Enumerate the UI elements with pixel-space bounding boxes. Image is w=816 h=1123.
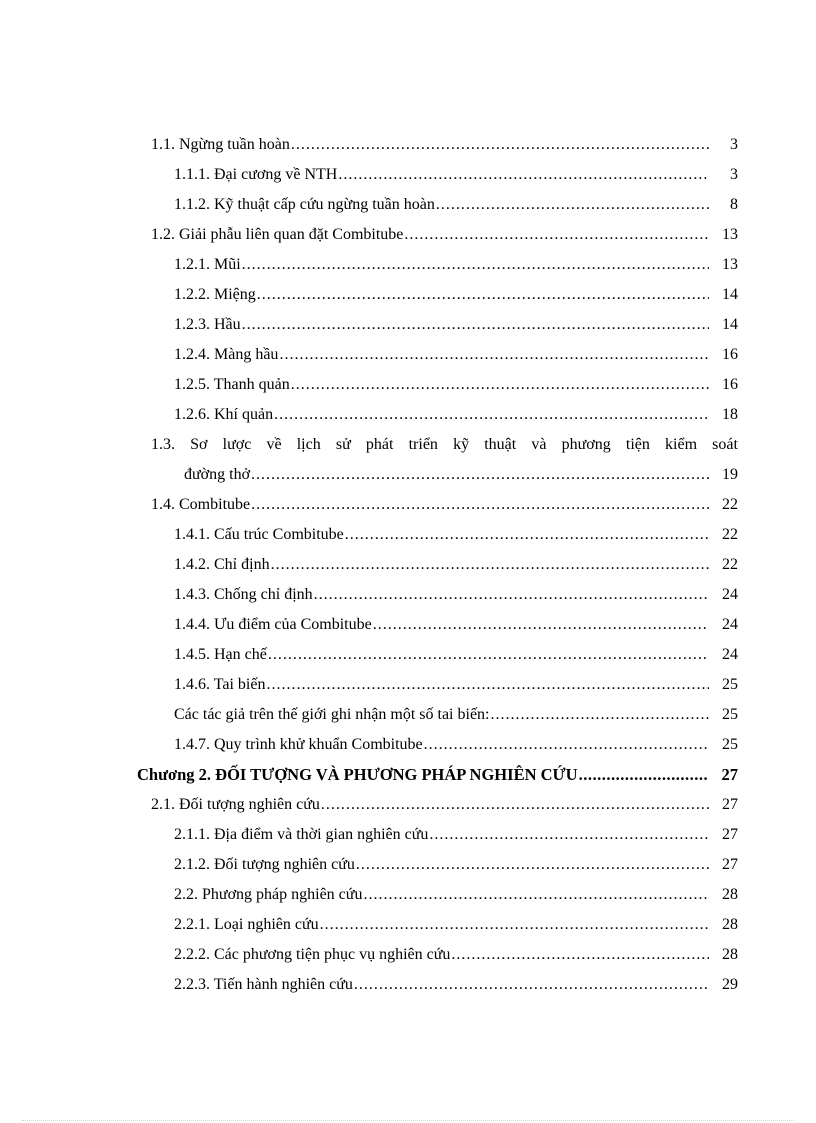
toc-leader-dots	[266, 670, 709, 700]
toc-leader-dots	[579, 760, 709, 790]
toc-entry-label: 1.2. Giải phẫu liên quan đặt Combitube	[151, 226, 404, 243]
toc-entry-label: 2.2.2. Các phương tiện phục vụ nghiên cứu	[174, 946, 451, 963]
toc-entry-label: 1.4.5. Hạn chế	[174, 646, 267, 663]
toc-entry-label: 1.1. Ngừng tuần hoàn	[151, 136, 290, 153]
toc-entry-word: thuật	[484, 436, 517, 453]
toc-entry-word: soát	[712, 436, 738, 453]
toc-entry-word: và	[531, 436, 547, 453]
toc-entry-page: 27	[722, 826, 738, 843]
toc-leader-dots	[451, 940, 709, 970]
toc-entry-word: kiểm	[665, 436, 698, 453]
toc-leader-dots	[271, 550, 709, 580]
toc-leader-dots	[363, 880, 709, 910]
toc-group-chapter-1-b	[0, 490, 816, 1000]
toc-entry-page: 22	[722, 526, 738, 543]
toc-entry[interactable]	[0, 160, 816, 190]
toc-entry-page: 24	[722, 586, 738, 603]
toc-entry-label: 2.2. Phương pháp nghiên cứu	[174, 886, 363, 903]
toc-entry[interactable]	[0, 340, 816, 370]
toc-leader-dots	[404, 220, 709, 250]
toc-entry-page: 14	[722, 286, 738, 303]
toc-entry-word: lược	[222, 436, 252, 453]
toc-entry[interactable]	[0, 970, 816, 1000]
toc-entry-page: 24	[722, 616, 738, 633]
toc-entry-label: 1.4.1. Cấu trúc Combitube	[174, 526, 344, 543]
toc-entry-label: đường thở	[184, 466, 251, 483]
toc-entry[interactable]	[0, 280, 816, 310]
toc-entry-label: Chương 2. ĐỐI TƯỢNG VÀ PHƯƠNG PHÁP NGHIÊN CỨU	[137, 765, 578, 784]
toc-entry[interactable]	[0, 790, 816, 820]
toc-entry[interactable]	[0, 940, 816, 970]
toc-entry[interactable]	[0, 580, 816, 610]
toc-entry[interactable]	[0, 850, 816, 880]
toc-entry-page: 28	[722, 916, 738, 933]
toc-entry[interactable]	[0, 250, 816, 280]
toc-entry-label: 1.4. Combitube	[151, 496, 251, 513]
toc-entry[interactable]	[0, 370, 816, 400]
toc-leader-dots	[242, 310, 709, 340]
toc-entry-word: lịch	[296, 436, 321, 453]
toc-entry-label: 2.2.1. Loại nghiên cứu	[174, 916, 319, 933]
toc-leader-dots	[354, 970, 709, 1000]
toc-leader-dots	[429, 820, 709, 850]
toc-entry-page: 3	[730, 166, 738, 183]
toc-leader-dots	[321, 790, 709, 820]
toc-leader-dots	[279, 340, 709, 370]
toc-entry-page: 13	[722, 226, 738, 243]
toc-entry[interactable]	[0, 550, 816, 580]
toc-entry-page: 24	[722, 646, 738, 663]
toc-entry[interactable]	[0, 190, 816, 220]
toc-leader-dots	[257, 280, 709, 310]
toc-leader-dots	[242, 250, 709, 280]
toc-leader-dots	[274, 400, 709, 430]
toc-entry-word: Sơ	[190, 436, 208, 453]
toc-entry-label: 1.4.3. Chống chỉ định	[174, 586, 313, 603]
toc-entry-page: 28	[722, 886, 738, 903]
toc-entry-page: 25	[722, 676, 738, 693]
toc-entry-word: triển	[408, 436, 438, 453]
toc-leader-dots	[436, 190, 709, 220]
toc-entry[interactable]	[0, 220, 816, 250]
toc-entry-page: 27	[722, 796, 738, 813]
toc-leader-dots	[251, 460, 709, 490]
toc-entry-word: tiện	[625, 436, 650, 453]
toc-entry-label: 1.2.5. Thanh quản	[174, 376, 290, 393]
toc-entry-label: Các tác giả trên thế giới ghi nhận một số tai biến:	[174, 706, 490, 723]
toc-leader-dots	[320, 910, 709, 940]
page-bottom-rule	[22, 1120, 794, 1121]
toc-entry[interactable]	[0, 520, 816, 550]
toc-entry-page: 3	[730, 136, 738, 153]
toc-entry-label: 2.2.3. Tiến hành nghiên cứu	[174, 976, 353, 993]
toc-leader-dots	[251, 490, 709, 520]
toc-entry-label: 1.1.1. Đại cương về NTH	[174, 166, 338, 183]
toc-entry[interactable]	[0, 670, 816, 700]
toc-entry-page: 28	[722, 946, 738, 963]
toc-entry[interactable]	[0, 400, 816, 430]
toc-entry-page: 18	[722, 406, 738, 423]
toc-entry-page: 19	[722, 466, 738, 483]
toc-entry-1-3-first-line	[0, 430, 816, 460]
toc-entry-label: 2.1. Đối tượng nghiên cứu	[151, 796, 320, 813]
toc-entry[interactable]	[0, 490, 816, 520]
toc-entry-page: 22	[722, 556, 738, 573]
toc-entry[interactable]	[0, 910, 816, 940]
toc-entry[interactable]	[0, 820, 816, 850]
toc-leader-dots	[268, 640, 709, 670]
toc-entry[interactable]	[0, 880, 816, 910]
toc-leader-dots	[356, 850, 709, 880]
toc-entry-word: về	[266, 436, 282, 453]
toc-entry-page: 22	[722, 496, 738, 513]
toc-entry-label: 1.2.4. Màng hầu	[174, 346, 279, 363]
toc-entry-label: 1.2.6. Khí quản	[174, 406, 274, 423]
toc-leader-dots	[491, 700, 710, 730]
toc-entry-page: 8	[730, 196, 738, 213]
toc-entry-word: sử	[335, 436, 351, 453]
toc-entry-label: 1.2.2. Miệng	[174, 286, 256, 303]
toc-leader-dots	[314, 580, 709, 610]
toc-entry-label: 1.2.1. Mũi	[174, 256, 241, 273]
toc-entry[interactable]	[0, 610, 816, 640]
toc-leader-dots	[291, 130, 709, 160]
toc-entry-label: 2.1.1. Địa điểm và thời gian nghiên cứu	[174, 826, 429, 843]
toc-entry-1-3[interactable]	[0, 430, 816, 490]
toc-entry-page: 14	[722, 316, 738, 333]
toc-entry-page: 29	[722, 976, 738, 993]
toc-entry-label: 1.4.7. Quy trình khử khuẩn Combitube	[174, 736, 423, 753]
toc-leader-dots	[345, 520, 709, 550]
toc-entry-label: 1.4.2. Chỉ định	[174, 556, 270, 573]
toc-entry-page: 25	[722, 736, 738, 753]
toc-leader-dots	[424, 730, 709, 760]
toc-entry-label: 1.4.6. Tai biến	[174, 676, 266, 693]
toc-entry-1-3-continuation	[0, 460, 816, 490]
toc-entry-page: 25	[722, 706, 738, 723]
toc-entry-page: 16	[722, 346, 738, 363]
toc-entry-word: kỹ	[453, 436, 470, 453]
toc-entry-word: 1.3.	[151, 436, 175, 453]
toc-leader-dots	[373, 610, 709, 640]
toc-entry[interactable]	[0, 640, 816, 670]
toc-entry-label: 2.1.2. Đối tượng nghiên cứu	[174, 856, 355, 873]
toc-entry-page: 27	[721, 765, 738, 784]
toc-entry-page: 16	[722, 376, 738, 393]
toc-entry-label: 1.4.4. Ưu điểm của Combitube	[174, 616, 372, 633]
toc-entry-label: 1.1.2. Kỹ thuật cấp cứu ngừng tuần hoàn	[174, 196, 435, 213]
toc-entry[interactable]	[0, 130, 816, 160]
toc-entry-word: phương	[561, 436, 611, 453]
toc-entry-page: 13	[722, 256, 738, 273]
table-of-contents	[0, 130, 816, 1000]
toc-leader-dots	[338, 160, 709, 190]
toc-group-chapter-1-a	[0, 130, 816, 430]
toc-chapter-heading[interactable]	[0, 760, 816, 790]
toc-entry[interactable]	[0, 310, 816, 340]
toc-entry-label: 1.2.3. Hầu	[174, 316, 241, 333]
toc-entry[interactable]	[0, 700, 816, 730]
toc-entry-page: 27	[722, 856, 738, 873]
toc-entry[interactable]	[0, 730, 816, 760]
toc-entry-word: phát	[365, 436, 394, 453]
toc-leader-dots	[291, 370, 709, 400]
